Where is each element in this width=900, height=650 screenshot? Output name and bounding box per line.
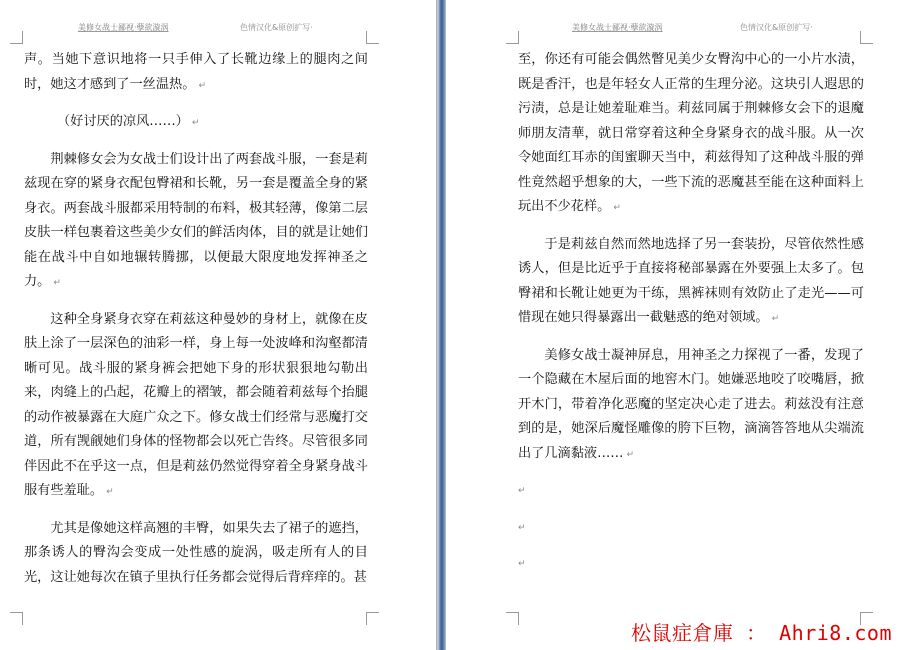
crop-mark: [10, 612, 23, 625]
paragraph: [24, 148, 368, 296]
paragraph-mark-icon: ↵: [771, 314, 780, 324]
page-header-note: [740, 22, 813, 33]
paragraph-text: 尤其是像她这样高翘的丰臀，如果失去了裙子的遮挡，那条诱人的臀沟会变成一处性感的旋涡，吸走所有人的目光，这让她每次在镇子里执行任务都会觉得后背痒痒的。甚: [24, 520, 368, 585]
page-header: [78, 22, 169, 33]
paragraph-text: （好讨厌的凉风……）: [57, 114, 189, 129]
paragraph-text: 于是莉兹自然而然地选择了另一套装扮，尽管依然性感诱人，但是比近乎于直接将秘部暴露在外要强上太多了。包臀裙和长靴让她更为干练，黑裤袜则有效防止了走光——可惜现在她只得暴露出一截魅惑的绝对领域。: [518, 236, 864, 325]
empty-paragraph-mark-icon: ↵: [518, 486, 526, 496]
paragraph: [24, 517, 368, 591]
paragraph: [518, 344, 864, 468]
paragraph-mark-icon: ↵: [613, 203, 621, 213]
document-page-right: [446, 0, 900, 650]
empty-paragraph-mark-icon: ↵: [518, 522, 526, 533]
crop-mark: [366, 31, 379, 44]
header-link[interactable]: 美修女战士鄙视·孽欲漩涡: [78, 23, 169, 32]
page-header: [572, 22, 663, 33]
paragraph: [24, 110, 368, 136]
document-page-left: [0, 0, 436, 650]
page-body-right[interactable]: [518, 48, 864, 589]
paragraph: [24, 48, 368, 98]
empty-paragraph-mark-icon: ↵: [518, 559, 526, 569]
crop-mark: [506, 31, 519, 44]
page-header-note: [240, 22, 313, 33]
paragraph-text: 声。当她下意识地将一只手伸入了长靴边缘上的腿肉之间时，她这才感到了一丝温热。: [24, 52, 368, 92]
header-note: 色情汉化&原创扩写·: [740, 23, 813, 32]
paragraph: [24, 308, 368, 505]
crop-mark: [860, 31, 873, 44]
paragraph-mark-icon: ↵: [106, 487, 114, 497]
paragraph-text: 荆棘修女会为女战士们设计出了两套战斗服，一套是莉兹现在穿的紧身衣配包臀裙和长靴，另一套是覆盖全身的紧身衣。两套战斗服都采用特制的布料，极其轻薄，像第二层皮肤一样包裹着这些美少女们的鲜活肉体，目的就是让她们能在战斗中自如地辗转腾挪，以便最大限度地发挥神圣之力。: [24, 151, 368, 289]
paragraph-mark-icon: ↵: [191, 118, 200, 128]
header-link[interactable]: 美修女战士鄙视·孽欲漩涡: [572, 23, 663, 32]
paragraph-text: 美修女战士凝神屏息，用神圣之力探视了一番，发现了一个隐藏在木屋后面的地窖木门。她嫌恶地咬了咬嘴唇，掀开木门，带着净化恶魔的坚定决心走了进去。莉兹没有注意到的是，她深后魔怪雕像的胯下巨物，滴滴答答地从尖端流出了几滴黏液……: [518, 347, 864, 461]
header-note: 色情汉化&原创扩写·: [240, 23, 313, 32]
paragraph-text: 至，你还有可能会偶然瞥见美少女臀沟中心的一小片水渍，既是香汗，也是年轻女人正常的生理分泌。这块引人遐思的污渍，总是让她羞耻难当。莉兹同属于荆棘修女会下的退魔师朋友清華，就日常穿着这种全身紧身衣的战斗服。从一次令她面红耳赤的闺蜜聊天当中，莉兹得知了这种战斗服的弹性竟然超乎想象的大，一些下流的恶魔甚至能在这种面料上玩出不少花样。: [518, 52, 864, 214]
site-watermark: 松鼠症倉庫 ： Ahri8.com: [631, 621, 892, 645]
paragraph-text: 这种全身紧身衣穿在莉兹这种曼妙的身材上，就像在皮肤上涂了一层深色的油彩一样，身上每一处波峰和沟壑都清晰可见。战斗服的紧身裤会把她下身的形状狠狠地勾勒出来，肉缝上的凸起，花瓣上的褶皱，都会随着莉兹每个抬腿的动作被暴露在大庭广众之下。修女战士们经常与恶魔打交道，所有觊觎她们身体的怪物都会以死亡告终。尽管很多同伴因此不在乎这一点，但是莉兹仍然觉得穿着全身紧身战斗服有些羞耻。: [24, 311, 368, 498]
paragraph-mark-icon: ↵: [626, 449, 635, 460]
crop-mark: [366, 612, 379, 625]
paragraph-mark-icon: ↵: [198, 80, 206, 91]
crop-mark: [506, 612, 519, 625]
page-body-left[interactable]: [24, 48, 368, 602]
paragraph-mark-icon: ↵: [53, 278, 61, 288]
crop-mark: [10, 31, 23, 44]
page-gutter: [436, 0, 446, 650]
paragraph: [518, 48, 864, 221]
paragraph: [518, 233, 864, 332]
